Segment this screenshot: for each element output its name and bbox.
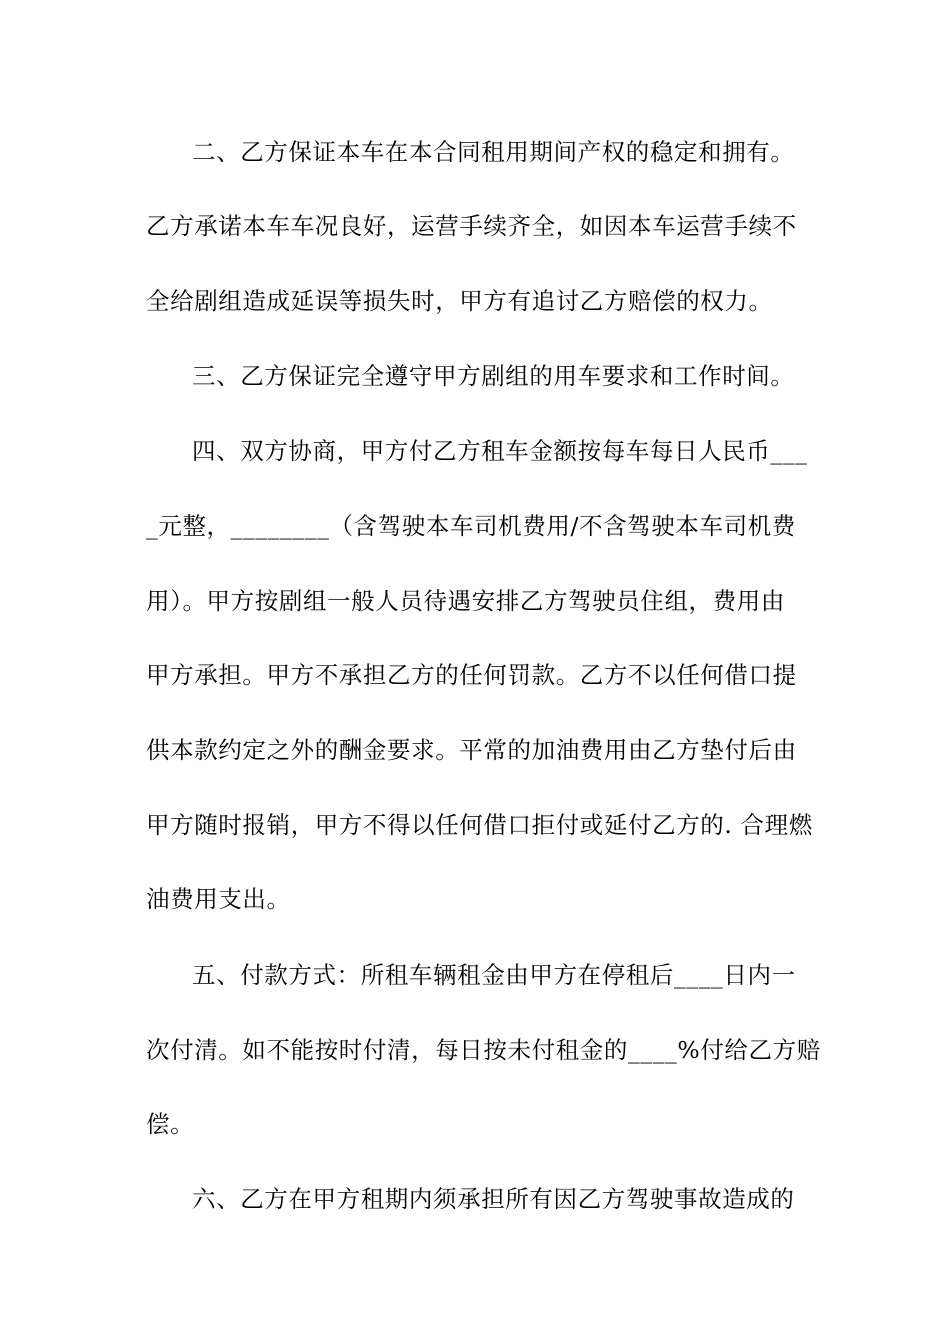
clause-5-line-2: 次付清。如不能按时付清，每日按未付租金的____%付给乙方赔 [146,1036,821,1064]
clause-2-line-2: 乙方承诺本车车况良好，运营手续齐全，如因本车运营手续不 [146,212,797,240]
clause-3-line-1: 三、乙方保证完全遵守甲方剧组的用车要求和工作时间。 [192,362,795,390]
clause-4-line-6: 甲方随时报销，甲方不得以任何借口拒付或延付乙方的. 合理燃 [146,811,813,839]
clause-4-line-2: _元整，________（含驾驶本车司机费用/不含驾驶本车司机费 [146,512,796,540]
clause-6-line-1: 六、乙方在甲方租期内须承担所有因乙方驾驶事故造成的 [192,1185,795,1213]
clause-4-line-5: 供本款约定之外的酬金要求。平常的加油费用由乙方垫付后由 [146,736,797,764]
clause-4-line-3: 用）。甲方按剧组一般人员待遇安排乙方驾驶员住组，费用由 [146,587,785,615]
clause-2-line-1: 二、乙方保证本车在本合同租用期间产权的稳定和拥有。 [192,138,795,166]
clause-2-line-3: 全给剧组造成延误等损失时，甲方有追讨乙方赔偿的权力。 [146,287,773,315]
clause-4-line-7: 油费用支出。 [146,885,291,913]
clause-5-line-3: 偿。 [146,1110,195,1138]
clause-4-line-1: 四、双方协商，甲方付乙方租车金额按每车每日人民币___ [192,437,808,465]
clause-4-line-4: 甲方承担。甲方不承担乙方的任何罚款。乙方不以任何借口提 [146,661,797,689]
clause-5-line-1: 五、付款方式：所租车辆租金由甲方在停租后____日内一 [192,961,796,989]
